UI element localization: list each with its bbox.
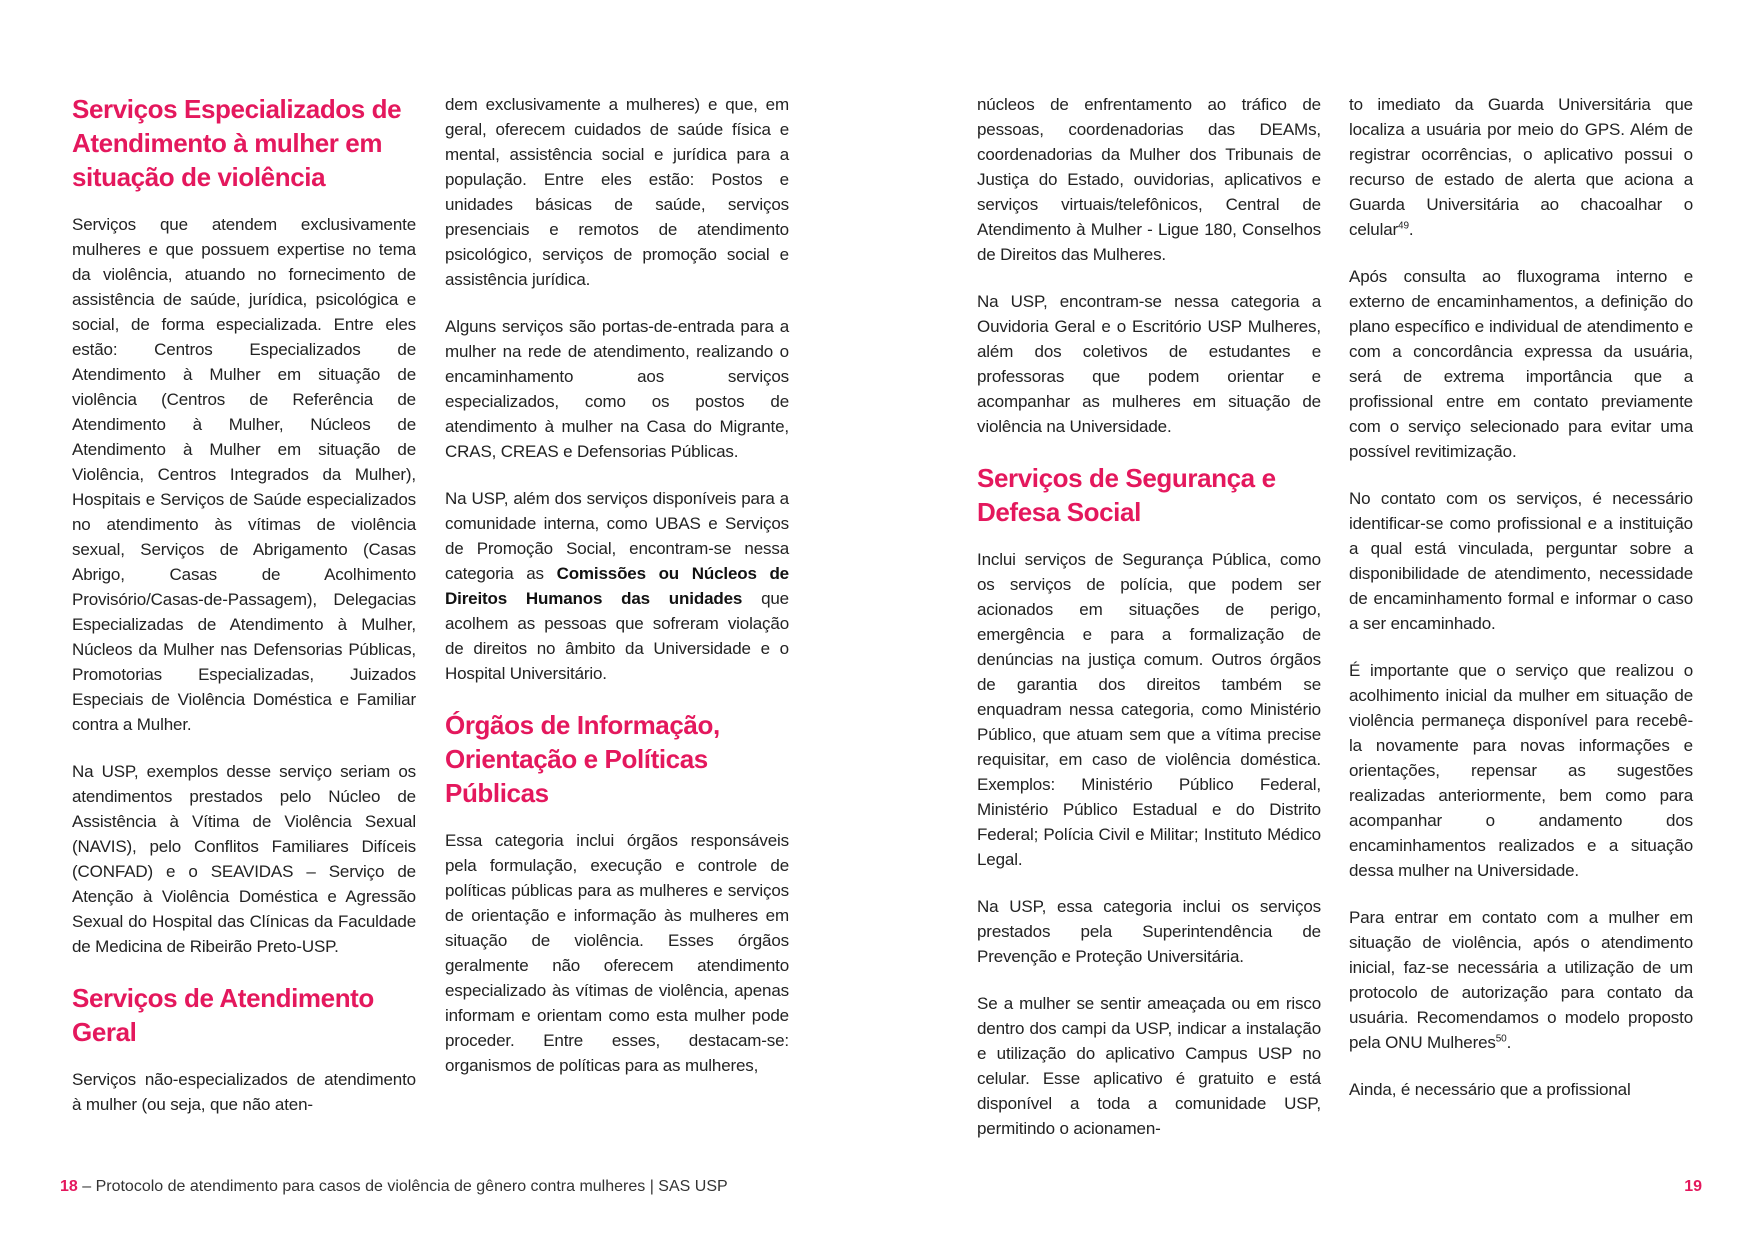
text-run: .: [1408, 220, 1414, 239]
paragraph: Se a mulher se sentir ameaçada ou em risco dentro dos campi da USP, indicar a instalação e utilização do aplicativo Campus USP no celular. Esse aplicativo é gratuito e está disponível a toda a comunidade USP, permitindo o acionamen-: [977, 994, 1321, 1138]
paragraph: [1349, 905, 1693, 1055]
paragraph: Na USP, essa categoria inclui os serviços prestados pela Superintendência de Prevenção e Proteção Universitária.: [977, 897, 1321, 966]
paragraph: dem exclusivamente a mulheres) e que, em geral, oferecem cuidados de saúde física e mental, assistência social e jurídica para a população. Entre eles estão: Postos e unidades básicas de saúde, serviços presenciais e remotos de atendimento psicológico, serviços de promoção social e assistência jurídica.: [445, 95, 789, 289]
section-heading-specialized-services: Serviços Especializados de Atendimento à mulher em situação de violência: [72, 94, 402, 192]
footnote-ref: 49: [1398, 220, 1409, 232]
column-3: [977, 92, 1321, 1163]
page-number-left: 18: [60, 1178, 78, 1195]
text-run: to imediato da Guarda Universitária que localiza a usuária por meio do GPS. Além de registrar ocorrências, o aplicativo possui o recurso de estado de alerta que aciona a Guarda Universitária ao chacoalhar o celular: [1349, 95, 1693, 239]
footer-left: [60, 1176, 728, 1198]
paragraph: No contato com os serviços, é necessário identificar-se como profissional e a instituição a qual está vinculada, perguntar sobre a disponibilidade de atendimento, necessidade de encaminhamento formal e informar o caso a ser encaminhado.: [1349, 489, 1693, 633]
paragraph: Na USP, exemplos desse serviço seriam os atendimentos prestados pelo Núcleo de Assistência à Vítima de Violência Sexual (NAVIS), pelo Conflitos Familiares Difíceis (CONFAD) e o SEAVIDAS – Serviço de Atenção à Violência Doméstica e Agressão Sexual do Hospital das Clínicas da Faculdade de Medicina de Ribeirão Preto-USP.: [72, 762, 416, 956]
page-number-right: 19: [1684, 1178, 1702, 1195]
footer-title: – Protocolo de atendimento para casos de violência de gênero contra mulheres | SAS USP: [77, 1178, 728, 1195]
paragraph: Após consulta ao fluxograma interno e externo de encaminhamentos, a definição do plano específico e individual de atendimento e com a concordância expressa da usuária, será de extrema importância que a profissional entre em contato previamente com o serviço selecionado para evitar uma possível revitimização.: [1349, 267, 1693, 461]
text-run: Para entrar em contato com a mulher em situação de violência, após o atendimento inicial, faz-se necessária a utilização de um protocolo de autorização para contato da usuária. Recomendamos o modelo proposto pela ONU Mulheres: [1349, 908, 1693, 1052]
column-1: [72, 92, 416, 1139]
column-2: [445, 92, 789, 1100]
paragraph: Serviços não-especializados de atendimento à mulher (ou seja, que não aten-: [72, 1070, 416, 1114]
footer-right: [1684, 1176, 1702, 1198]
footnote-ref: 50: [1495, 1033, 1507, 1045]
section-heading-information-organs: Órgãos de Informação, Orientação e Políticas Públicas: [445, 710, 720, 808]
bold-text: Comissões ou Núcleos de Direitos Humanos das unidades: [445, 564, 789, 608]
text-run: que acolhem as pessoas que sofreram violação de direitos no âmbito da Universidade e o Hospital Universitário.: [445, 589, 789, 683]
paragraph: Alguns serviços são portas-de-entrada para a mulher na rede de atendimento, realizando o encaminhamento aos serviços especializados, como os postos de atendimento à mulher na Casa do Migrante, CRAS, CREAS e Defensorias Públicas.: [445, 317, 789, 461]
section-heading-general-services: Serviços de Atendimento Geral: [72, 983, 374, 1047]
paragraph: [1349, 92, 1693, 242]
paragraph: núcleos de enfrentamento ao tráfico de pessoas, coordenadorias das DEAMs, coordenadorias da Mulher dos Tribunais de Justiça do Estado, ouvidorias, aplicativos e serviços virtuais/telefônicos, Central de Atendimento à Mulher - Ligue 180, Conselhos de Direitos das Mulheres.: [977, 95, 1321, 264]
column-4: [1349, 92, 1693, 1124]
paragraph: Na USP, encontram-se nessa categoria a Ouvidoria Geral e o Escritório USP Mulheres, além dos coletivos de estudantes e professoras que podem orientar e acompanhar as mulheres em situação de violência na Universidade.: [977, 292, 1321, 436]
text-run: .: [1506, 1033, 1512, 1052]
text-run: Na USP, além dos serviços disponíveis para a comunidade interna, como UBAS e Serviços de Promoção Social, encontram-se nessa categoria as: [445, 489, 789, 583]
paragraph: É importante que o serviço que realizou o acolhimento inicial da mulher em situação de violência permaneça disponível para recebê-la novamente para novas informações e orientações, repensar as sugestões realizadas anteriormente, bem como para acompanhar o andamento dos encaminhamentos realizados e a situação dessa mulher na Universidade.: [1349, 661, 1693, 880]
paragraph: Ainda, é necessário que a profissional: [1349, 1080, 1631, 1099]
paragraph: [445, 486, 789, 686]
section-heading-security-services: Serviços de Segurança e Defesa Social: [977, 463, 1276, 527]
paragraph: Inclui serviços de Segurança Pública, como os serviços de polícia, que podem ser acionados em situações de perigo, emergência e para a formalização de denúncias na justiça comum. Outros órgãos de garantia dos direitos também se enquadram nessa categoria, como Ministério Público, que atuam sem que a vítima precise requisitar, em caso de violência doméstica. Exemplos: Ministério Público Federal, Ministério Público Estadual e do Distrito Federal; Polícia Civil e Militar; Instituto Médico Legal.: [977, 550, 1321, 869]
paragraph: Essa categoria inclui órgãos responsáveis pela formulação, execução e controle de políticas públicas para as mulheres e serviços de orientação e informação às mulheres em situação de violência. Esses órgãos geralmente não oferecem atendimento especializado às vítimas de violência, apenas informam e orientam como esta mulher pode proceder. Entre esses, destacam-se: organismos de políticas para as mulheres,: [445, 831, 789, 1075]
paragraph: Serviços que atendem exclusivamente mulheres e que possuem expertise no tema da violência, atuando no fornecimento de assistência de saúde, jurídica, psicológica e social, de forma especializada. Entre eles estão: Centros Especializados de Atendimento à Mulher em situação de violência (Centros de Referência de Atendimento à Mulher, Núcleos de Atendimento à Mulher em situação de Violência, Centros Integrados da Mulher), Hospitais e Serviços de Saúde especializados no atendimento às vítimas de violência sexual, Serviços de Abrigamento (Casas Abrigo, Casas de Acolhimento Provisório/Casas-de-Passagem), Delegacias Especializadas de Atendimento à Mulher, Núcleos da Mulher nas Defensorias Públicas, Promotorias Especializadas, Juizados Especiais de Violência Doméstica e Familiar contra a Mulher.: [72, 215, 416, 734]
